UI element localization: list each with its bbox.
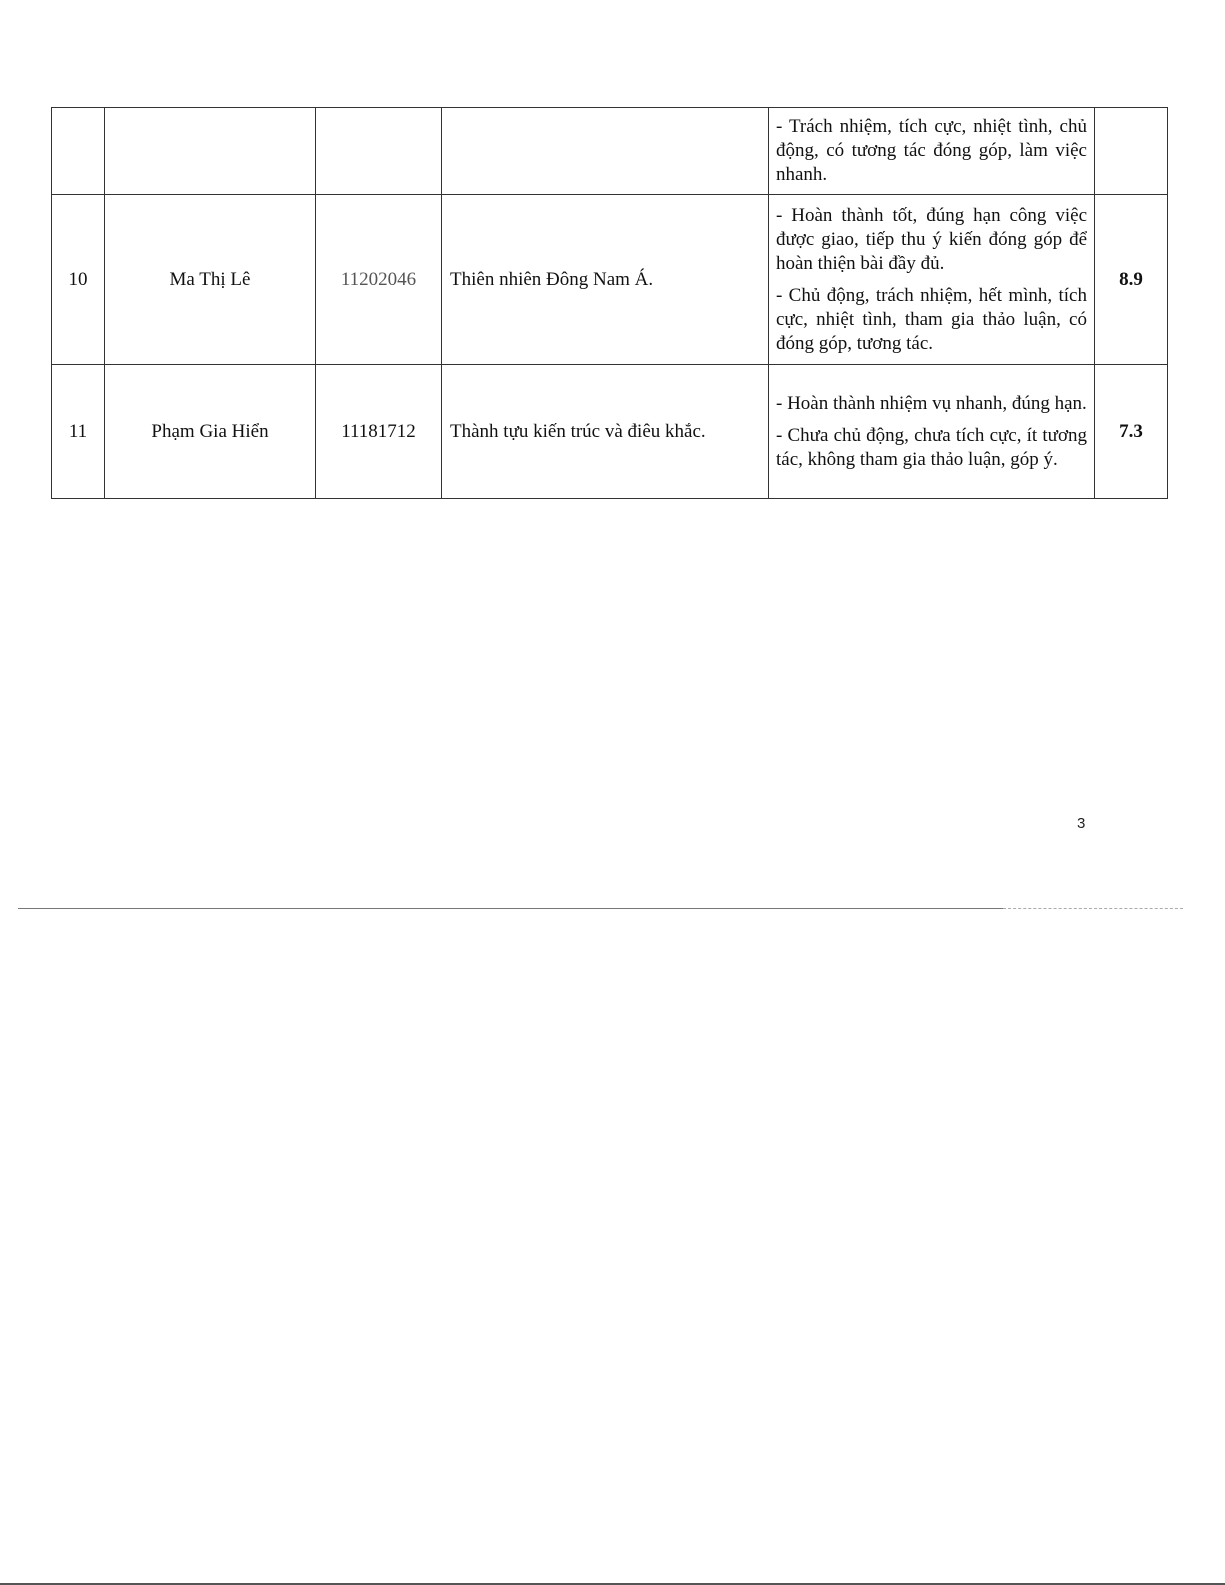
student-name: Phạm Gia Hiển bbox=[105, 365, 316, 499]
evaluation-comment: - Chưa chủ động, chưa tích cực, ít tương tác, không tham gia thảo luận, góp ý. bbox=[776, 424, 1087, 470]
table-row bbox=[52, 108, 1168, 195]
row-number bbox=[52, 108, 105, 195]
table-row bbox=[52, 195, 1168, 365]
student-id bbox=[316, 108, 442, 195]
table-row bbox=[52, 365, 1168, 499]
page-separator-line bbox=[18, 908, 1003, 909]
row-number: 10 bbox=[52, 195, 105, 365]
page-separator-dashes bbox=[1003, 908, 1183, 909]
student-name: Ma Thị Lê bbox=[105, 195, 316, 365]
assigned-topic: Thiên nhiên Đông Nam Á. bbox=[442, 195, 769, 365]
evaluation-comment: - Chủ động, trách nhiệm, hết mình, tích cực, nhiệt tình, tham gia thảo luận, có đóng góp, tương tác. bbox=[776, 284, 1087, 354]
evaluation-comment: - Hoàn thành tốt, đúng hạn công việc được giao, tiếp thu ý kiến đóng góp để hoàn thiện bài đầy đủ. bbox=[776, 204, 1087, 274]
student-id: 11181712 bbox=[316, 365, 442, 499]
student-id: 11202046 bbox=[316, 195, 442, 365]
student-name bbox=[105, 108, 316, 195]
evaluation-table bbox=[51, 107, 1168, 499]
page-number: 3 bbox=[1077, 815, 1086, 832]
score bbox=[1095, 108, 1168, 195]
evaluation-cell bbox=[769, 195, 1095, 365]
evaluation-comment: - Hoàn thành nhiệm vụ nhanh, đúng hạn. bbox=[776, 392, 1087, 414]
evaluation-cell bbox=[769, 365, 1095, 499]
assigned-topic bbox=[442, 108, 769, 195]
score: 7.3 bbox=[1095, 365, 1168, 499]
row-number: 11 bbox=[52, 365, 105, 499]
evaluation-comment: - Trách nhiệm, tích cực, nhiệt tình, chủ động, có tương tác đóng góp, làm việc nhanh. bbox=[776, 116, 1087, 185]
score: 8.9 bbox=[1095, 195, 1168, 365]
evaluation-cell bbox=[769, 108, 1095, 195]
assigned-topic: Thành tựu kiến trúc và điêu khắc. bbox=[442, 365, 769, 499]
